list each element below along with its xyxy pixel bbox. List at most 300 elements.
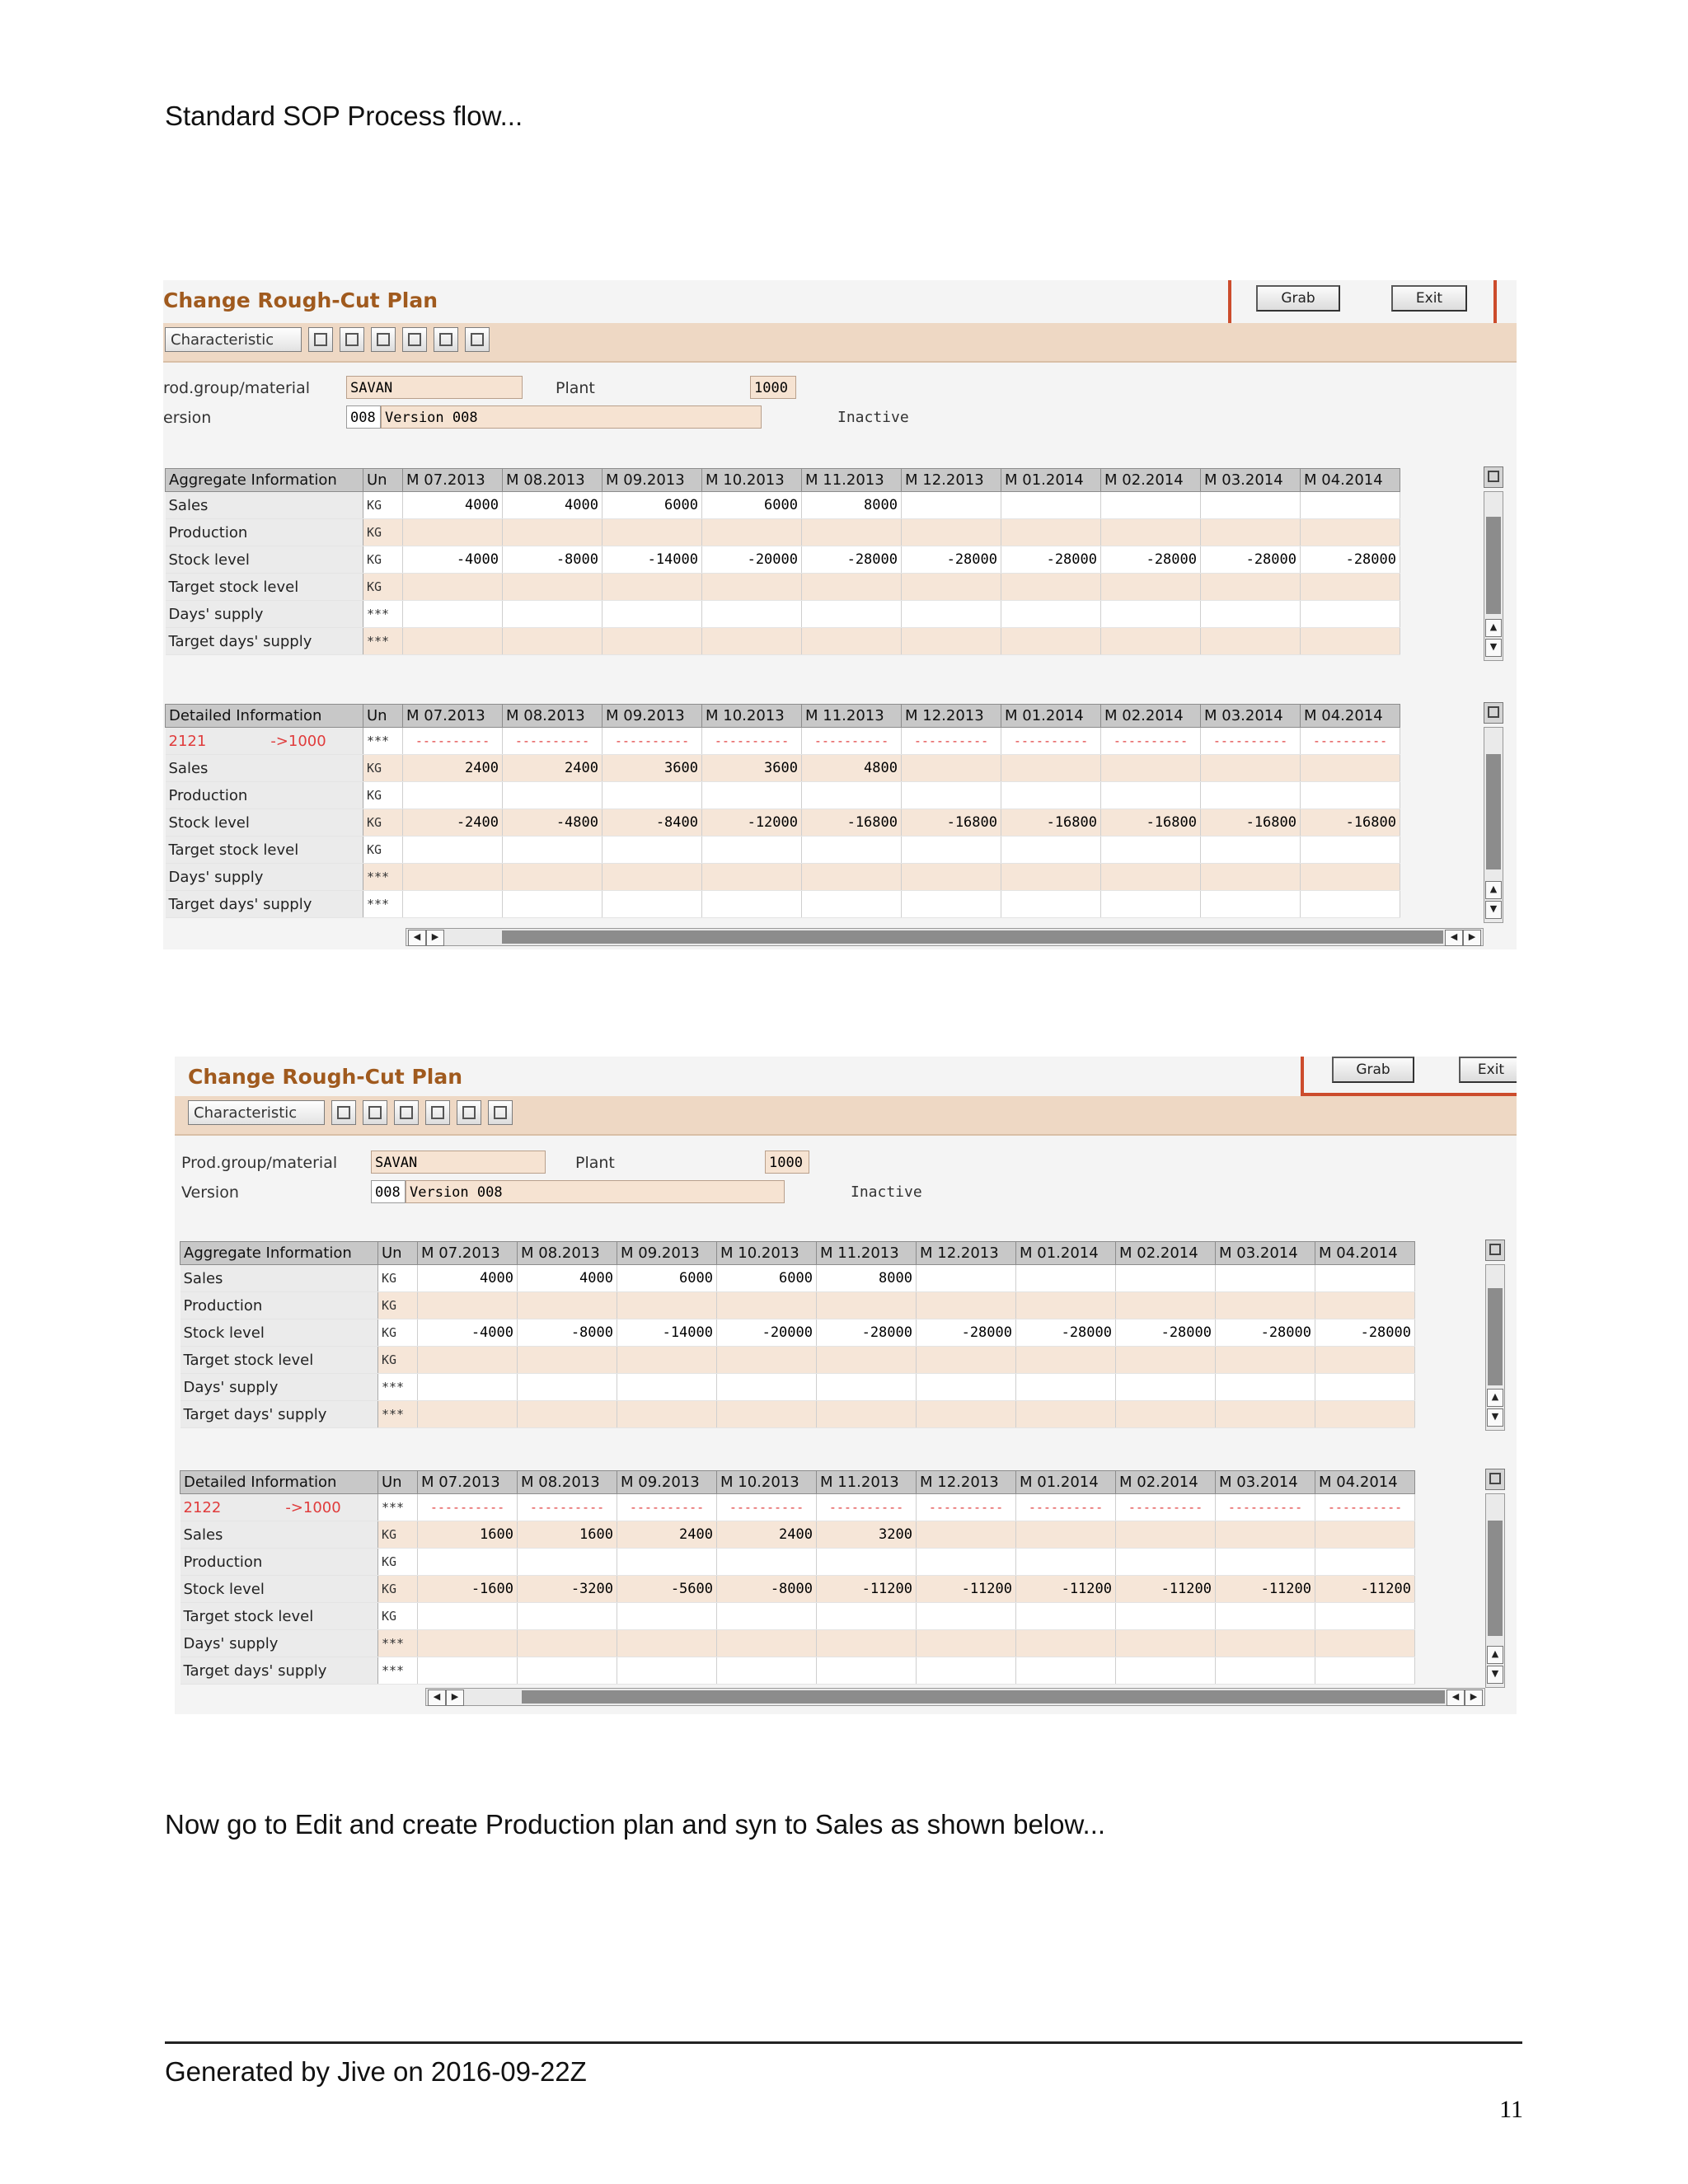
value-cell[interactable]: -11200 xyxy=(917,1576,1016,1603)
value-cell[interactable] xyxy=(802,601,902,628)
month-column-header[interactable]: M 08.2013 xyxy=(518,1471,617,1494)
grab-button[interactable]: Grab xyxy=(1256,285,1340,312)
value-cell[interactable] xyxy=(617,1549,717,1576)
month-column-header[interactable]: M 04.2014 xyxy=(1301,705,1400,728)
value-cell[interactable] xyxy=(403,574,503,601)
value-cell[interactable]: 6000 xyxy=(717,1265,817,1292)
value-cell[interactable] xyxy=(1116,1657,1216,1685)
value-cell[interactable] xyxy=(717,1657,817,1685)
value-cell[interactable] xyxy=(917,1374,1016,1401)
month-column-header[interactable]: M 01.2014 xyxy=(1016,1471,1116,1494)
month-column-header[interactable]: M 04.2014 xyxy=(1315,1471,1415,1494)
value-cell[interactable] xyxy=(1101,864,1201,891)
value-cell[interactable] xyxy=(1315,1657,1415,1685)
month-column-header[interactable]: M 03.2014 xyxy=(1201,705,1301,728)
scroll-right-icon[interactable]: ▶ xyxy=(1463,930,1481,946)
value-cell[interactable] xyxy=(603,519,702,546)
month-column-header[interactable]: M 10.2013 xyxy=(702,705,802,728)
value-cell[interactable] xyxy=(518,1292,617,1319)
value-cell[interactable] xyxy=(1201,492,1301,519)
material-plant-label[interactable] xyxy=(166,728,363,755)
value-cell[interactable] xyxy=(403,628,503,655)
value-cell[interactable]: 2400 xyxy=(717,1521,817,1549)
value-cell[interactable] xyxy=(802,864,902,891)
value-cell[interactable] xyxy=(717,1292,817,1319)
value-cell[interactable] xyxy=(418,1292,518,1319)
value-cell[interactable] xyxy=(1016,1521,1116,1549)
value-cell[interactable] xyxy=(603,864,702,891)
value-cell[interactable]: -14000 xyxy=(603,546,702,574)
characteristic-button[interactable]: Characteristic xyxy=(165,327,302,352)
value-cell[interactable] xyxy=(518,1401,617,1428)
value-cell[interactable] xyxy=(403,519,503,546)
value-cell[interactable] xyxy=(1116,1265,1216,1292)
value-cell[interactable] xyxy=(702,628,802,655)
value-cell[interactable] xyxy=(802,837,902,864)
value-cell[interactable] xyxy=(1301,864,1400,891)
value-cell[interactable] xyxy=(717,1603,817,1630)
value-cell[interactable]: 1600 xyxy=(418,1521,518,1549)
value-cell[interactable] xyxy=(1216,1265,1315,1292)
value-cell[interactable] xyxy=(1315,1265,1415,1292)
value-cell[interactable] xyxy=(1315,1630,1415,1657)
exit-button[interactable]: Exit xyxy=(1459,1057,1517,1083)
value-cell[interactable] xyxy=(1315,1603,1415,1630)
hierarchy-icon[interactable] xyxy=(394,1100,419,1125)
month-column-header[interactable]: M 01.2014 xyxy=(1016,1242,1116,1265)
scroll-up-icon[interactable]: ▲ xyxy=(1485,619,1502,637)
value-cell[interactable] xyxy=(1101,755,1201,782)
value-cell[interactable] xyxy=(702,864,802,891)
value-cell[interactable] xyxy=(1001,891,1101,918)
value-cell[interactable] xyxy=(717,1347,817,1374)
value-cell[interactable]: -16800 xyxy=(1101,809,1201,837)
version-code-field[interactable]: 008 xyxy=(371,1180,406,1203)
value-cell[interactable] xyxy=(702,891,802,918)
value-cell[interactable]: 4000 xyxy=(403,492,503,519)
value-cell[interactable]: -8000 xyxy=(518,1319,617,1347)
value-cell[interactable] xyxy=(503,519,603,546)
value-cell[interactable] xyxy=(617,1401,717,1428)
value-cell[interactable]: -8400 xyxy=(603,809,702,837)
value-cell[interactable]: 8000 xyxy=(817,1265,917,1292)
value-cell[interactable] xyxy=(1116,1292,1216,1319)
value-cell[interactable] xyxy=(1216,1603,1315,1630)
value-cell[interactable]: -14000 xyxy=(617,1319,717,1347)
value-cell[interactable]: -28000 xyxy=(1216,1319,1315,1347)
value-cell[interactable] xyxy=(1016,1374,1116,1401)
value-cell[interactable]: -28000 xyxy=(1301,546,1400,574)
value-cell[interactable] xyxy=(902,601,1001,628)
value-cell[interactable] xyxy=(702,782,802,809)
value-cell[interactable] xyxy=(1301,574,1400,601)
value-cell[interactable] xyxy=(802,891,902,918)
value-cell[interactable]: -3200 xyxy=(518,1576,617,1603)
month-column-header[interactable]: M 03.2014 xyxy=(1216,1471,1315,1494)
value-cell[interactable] xyxy=(403,782,503,809)
month-column-header[interactable]: M 10.2013 xyxy=(717,1242,817,1265)
value-cell[interactable] xyxy=(418,1657,518,1685)
month-column-header[interactable]: M 01.2014 xyxy=(1001,469,1101,492)
horizontal-scrollbar[interactable] xyxy=(425,1688,1485,1706)
value-cell[interactable] xyxy=(1201,891,1301,918)
value-cell[interactable] xyxy=(1116,1630,1216,1657)
hierarchy-icon[interactable] xyxy=(371,327,396,352)
value-cell[interactable] xyxy=(717,1401,817,1428)
layout-icon[interactable] xyxy=(308,327,333,352)
value-cell[interactable] xyxy=(902,574,1001,601)
value-cell[interactable]: -16800 xyxy=(1301,809,1400,837)
month-column-header[interactable]: M 02.2014 xyxy=(1116,1471,1216,1494)
month-column-header[interactable]: M 09.2013 xyxy=(603,469,702,492)
value-cell[interactable] xyxy=(418,1347,518,1374)
value-cell[interactable] xyxy=(1201,601,1301,628)
value-cell[interactable] xyxy=(1301,601,1400,628)
table-settings-icon[interactable] xyxy=(1485,1240,1505,1261)
value-cell[interactable] xyxy=(1016,1292,1116,1319)
value-cell[interactable] xyxy=(1216,1657,1315,1685)
value-cell[interactable] xyxy=(503,628,603,655)
value-cell[interactable]: 1600 xyxy=(518,1521,617,1549)
value-cell[interactable]: -16800 xyxy=(902,809,1001,837)
value-cell[interactable] xyxy=(603,891,702,918)
value-cell[interactable]: 2400 xyxy=(403,755,503,782)
value-cell[interactable]: -28000 xyxy=(1201,546,1301,574)
month-column-header[interactable]: M 11.2013 xyxy=(802,705,902,728)
value-cell[interactable] xyxy=(702,601,802,628)
value-cell[interactable] xyxy=(1116,1401,1216,1428)
value-cell[interactable]: -16800 xyxy=(1201,809,1301,837)
scroll-up-icon[interactable]: ▲ xyxy=(1485,881,1502,899)
value-cell[interactable] xyxy=(917,1603,1016,1630)
value-cell[interactable] xyxy=(503,837,603,864)
value-cell[interactable] xyxy=(817,1657,917,1685)
month-column-header[interactable]: M 03.2014 xyxy=(1201,469,1301,492)
value-cell[interactable]: -28000 xyxy=(1016,1319,1116,1347)
value-cell[interactable] xyxy=(503,574,603,601)
value-cell[interactable] xyxy=(917,1265,1016,1292)
value-cell[interactable]: -28000 xyxy=(802,546,902,574)
value-cell[interactable]: 4000 xyxy=(418,1265,518,1292)
export-icon[interactable] xyxy=(465,327,490,352)
value-cell[interactable] xyxy=(1201,782,1301,809)
value-cell[interactable]: -12000 xyxy=(702,809,802,837)
month-column-header[interactable]: M 10.2013 xyxy=(702,469,802,492)
month-column-header[interactable]: M 08.2013 xyxy=(518,1242,617,1265)
scroll-left-icon[interactable]: ◀ xyxy=(408,930,426,946)
scroll-right-icon[interactable]: ▶ xyxy=(446,1690,464,1706)
value-cell[interactable] xyxy=(418,1401,518,1428)
month-column-header[interactable]: M 09.2013 xyxy=(603,705,702,728)
horizontal-scrollbar[interactable] xyxy=(406,928,1484,946)
value-cell[interactable] xyxy=(1216,1292,1315,1319)
month-column-header[interactable]: M 07.2013 xyxy=(418,1242,518,1265)
month-column-header[interactable]: M 07.2013 xyxy=(403,469,503,492)
value-cell[interactable]: -8000 xyxy=(717,1576,817,1603)
value-cell[interactable] xyxy=(1116,1603,1216,1630)
value-cell[interactable]: 4000 xyxy=(503,492,603,519)
value-cell[interactable] xyxy=(817,1549,917,1576)
value-cell[interactable] xyxy=(1001,628,1101,655)
characteristic-button[interactable]: Characteristic xyxy=(188,1100,325,1125)
scroll-down-icon[interactable]: ▼ xyxy=(1487,1666,1503,1684)
filter-icon[interactable] xyxy=(340,327,364,352)
prodgroup-field[interactable]: SAVAN xyxy=(346,376,523,399)
value-cell[interactable] xyxy=(1001,519,1101,546)
value-cell[interactable] xyxy=(1101,782,1201,809)
value-cell[interactable] xyxy=(1201,519,1301,546)
value-cell[interactable] xyxy=(802,519,902,546)
value-cell[interactable]: -8000 xyxy=(503,546,603,574)
filter-icon[interactable] xyxy=(363,1100,387,1125)
value-cell[interactable] xyxy=(1216,1347,1315,1374)
value-cell[interactable] xyxy=(1315,1292,1415,1319)
value-cell[interactable] xyxy=(1301,891,1400,918)
value-cell[interactable] xyxy=(1016,1401,1116,1428)
month-column-header[interactable]: M 12.2013 xyxy=(902,705,1001,728)
month-column-header[interactable]: M 02.2014 xyxy=(1101,705,1201,728)
value-cell[interactable] xyxy=(518,1603,617,1630)
value-cell[interactable] xyxy=(1201,755,1301,782)
scroll-right-icon[interactable]: ▶ xyxy=(426,930,444,946)
value-cell[interactable] xyxy=(817,1401,917,1428)
plant-field[interactable]: 1000 xyxy=(750,376,796,399)
value-cell[interactable]: 4800 xyxy=(802,755,902,782)
value-cell[interactable]: -16800 xyxy=(1001,809,1101,837)
value-cell[interactable]: -11200 xyxy=(1315,1576,1415,1603)
value-cell[interactable] xyxy=(902,492,1001,519)
value-cell[interactable] xyxy=(1216,1401,1315,1428)
value-cell[interactable] xyxy=(603,628,702,655)
scroll-left-icon[interactable]: ◀ xyxy=(1447,1690,1465,1706)
value-cell[interactable] xyxy=(1301,492,1400,519)
month-column-header[interactable]: M 12.2013 xyxy=(917,1471,1016,1494)
value-cell[interactable] xyxy=(902,755,1001,782)
scroll-left-icon[interactable]: ◀ xyxy=(428,1690,446,1706)
value-cell[interactable] xyxy=(503,864,603,891)
month-column-header[interactable]: M 08.2013 xyxy=(503,469,603,492)
value-cell[interactable] xyxy=(902,891,1001,918)
value-cell[interactable] xyxy=(1016,1630,1116,1657)
value-cell[interactable] xyxy=(1315,1374,1415,1401)
month-column-header[interactable]: M 04.2014 xyxy=(1315,1242,1415,1265)
scroll-right-icon[interactable]: ▶ xyxy=(1465,1690,1483,1706)
value-cell[interactable]: -11200 xyxy=(817,1576,917,1603)
value-cell[interactable] xyxy=(418,1374,518,1401)
value-cell[interactable] xyxy=(1101,601,1201,628)
value-cell[interactable] xyxy=(503,782,603,809)
value-cell[interactable]: -20000 xyxy=(702,546,802,574)
value-cell[interactable] xyxy=(902,864,1001,891)
value-cell[interactable]: -28000 xyxy=(817,1319,917,1347)
value-cell[interactable] xyxy=(1001,837,1101,864)
detailed-vertical-scrollbar[interactable] xyxy=(1485,1493,1505,1688)
value-cell[interactable] xyxy=(802,628,902,655)
value-cell[interactable] xyxy=(917,1292,1016,1319)
value-cell[interactable]: -11200 xyxy=(1016,1576,1116,1603)
value-cell[interactable] xyxy=(1301,837,1400,864)
value-cell[interactable] xyxy=(917,1657,1016,1685)
value-cell[interactable] xyxy=(817,1347,917,1374)
value-cell[interactable]: 2400 xyxy=(503,755,603,782)
value-cell[interactable] xyxy=(1001,782,1101,809)
month-column-header[interactable]: M 12.2013 xyxy=(902,469,1001,492)
value-cell[interactable] xyxy=(617,1292,717,1319)
month-column-header[interactable]: M 02.2014 xyxy=(1101,469,1201,492)
value-cell[interactable] xyxy=(518,1374,617,1401)
detailed-vertical-scrollbar[interactable] xyxy=(1484,727,1503,923)
value-cell[interactable] xyxy=(403,601,503,628)
value-cell[interactable] xyxy=(1301,755,1400,782)
value-cell[interactable] xyxy=(702,837,802,864)
value-cell[interactable] xyxy=(418,1549,518,1576)
value-cell[interactable]: -28000 xyxy=(1101,546,1201,574)
value-cell[interactable] xyxy=(1116,1347,1216,1374)
value-cell[interactable] xyxy=(917,1521,1016,1549)
value-cell[interactable]: -28000 xyxy=(1116,1319,1216,1347)
value-cell[interactable] xyxy=(1315,1549,1415,1576)
value-cell[interactable] xyxy=(418,1630,518,1657)
scroll-up-icon[interactable]: ▲ xyxy=(1487,1646,1503,1664)
value-cell[interactable] xyxy=(1216,1521,1315,1549)
month-column-header[interactable]: M 03.2014 xyxy=(1216,1242,1315,1265)
value-cell[interactable] xyxy=(1101,837,1201,864)
value-cell[interactable] xyxy=(1001,574,1101,601)
value-cell[interactable]: -2400 xyxy=(403,809,503,837)
value-cell[interactable] xyxy=(1216,1630,1315,1657)
value-cell[interactable] xyxy=(817,1603,917,1630)
value-cell[interactable] xyxy=(1016,1265,1116,1292)
structure-icon[interactable] xyxy=(402,327,427,352)
aggregate-vertical-scrollbar[interactable] xyxy=(1484,491,1503,661)
exit-button[interactable]: Exit xyxy=(1391,285,1467,312)
value-cell[interactable] xyxy=(1001,601,1101,628)
value-cell[interactable]: -4000 xyxy=(418,1319,518,1347)
value-cell[interactable]: 3200 xyxy=(817,1521,917,1549)
value-cell[interactable] xyxy=(403,837,503,864)
value-cell[interactable]: -20000 xyxy=(717,1319,817,1347)
table-settings-icon[interactable] xyxy=(1484,466,1503,488)
structure-icon[interactable] xyxy=(425,1100,450,1125)
value-cell[interactable] xyxy=(902,519,1001,546)
value-cell[interactable] xyxy=(802,782,902,809)
detail-settings-icon[interactable] xyxy=(1485,1469,1505,1490)
value-cell[interactable] xyxy=(917,1347,1016,1374)
value-cell[interactable]: -28000 xyxy=(1001,546,1101,574)
month-column-header[interactable]: M 02.2014 xyxy=(1116,1242,1216,1265)
value-cell[interactable]: -16800 xyxy=(802,809,902,837)
month-column-header[interactable]: M 07.2013 xyxy=(403,705,503,728)
value-cell[interactable]: 3600 xyxy=(603,755,702,782)
value-cell[interactable]: 4000 xyxy=(518,1265,617,1292)
value-cell[interactable] xyxy=(702,574,802,601)
month-column-header[interactable]: M 09.2013 xyxy=(617,1471,717,1494)
import-icon[interactable] xyxy=(457,1100,481,1125)
value-cell[interactable] xyxy=(1001,864,1101,891)
grab-button[interactable]: Grab xyxy=(1332,1057,1414,1083)
month-column-header[interactable]: M 09.2013 xyxy=(617,1242,717,1265)
value-cell[interactable] xyxy=(1016,1657,1116,1685)
value-cell[interactable]: -28000 xyxy=(902,546,1001,574)
value-cell[interactable]: -28000 xyxy=(917,1319,1016,1347)
material-plant-label[interactable] xyxy=(181,1494,378,1521)
value-cell[interactable] xyxy=(717,1630,817,1657)
value-cell[interactable] xyxy=(518,1630,617,1657)
value-cell[interactable] xyxy=(617,1374,717,1401)
value-cell[interactable] xyxy=(1315,1347,1415,1374)
value-cell[interactable] xyxy=(1101,492,1201,519)
value-cell[interactable] xyxy=(403,864,503,891)
value-cell[interactable]: -5600 xyxy=(617,1576,717,1603)
value-cell[interactable]: 6000 xyxy=(617,1265,717,1292)
month-column-header[interactable]: M 01.2014 xyxy=(1001,705,1101,728)
aggregate-vertical-scrollbar[interactable] xyxy=(1485,1264,1505,1431)
month-column-header[interactable]: M 11.2013 xyxy=(817,1471,917,1494)
value-cell[interactable] xyxy=(503,601,603,628)
value-cell[interactable] xyxy=(1001,492,1101,519)
value-cell[interactable]: 2400 xyxy=(617,1521,717,1549)
month-column-header[interactable]: M 04.2014 xyxy=(1301,469,1400,492)
value-cell[interactable] xyxy=(603,782,702,809)
value-cell[interactable] xyxy=(902,782,1001,809)
value-cell[interactable] xyxy=(518,1347,617,1374)
value-cell[interactable] xyxy=(1101,891,1201,918)
value-cell[interactable] xyxy=(603,601,702,628)
value-cell[interactable] xyxy=(603,574,702,601)
value-cell[interactable] xyxy=(617,1657,717,1685)
value-cell[interactable] xyxy=(403,891,503,918)
import-icon[interactable] xyxy=(434,327,458,352)
value-cell[interactable] xyxy=(1101,519,1201,546)
value-cell[interactable] xyxy=(917,1401,1016,1428)
value-cell[interactable] xyxy=(817,1630,917,1657)
value-cell[interactable] xyxy=(1216,1374,1315,1401)
scroll-left-icon[interactable]: ◀ xyxy=(1445,930,1463,946)
value-cell[interactable] xyxy=(1016,1603,1116,1630)
value-cell[interactable] xyxy=(1101,628,1201,655)
scroll-down-icon[interactable]: ▼ xyxy=(1485,901,1502,919)
export-icon[interactable] xyxy=(488,1100,513,1125)
value-cell[interactable] xyxy=(717,1549,817,1576)
month-column-header[interactable]: M 12.2013 xyxy=(917,1242,1016,1265)
scroll-down-icon[interactable]: ▼ xyxy=(1487,1408,1503,1427)
value-cell[interactable]: 8000 xyxy=(802,492,902,519)
value-cell[interactable] xyxy=(617,1347,717,1374)
value-cell[interactable] xyxy=(503,891,603,918)
value-cell[interactable] xyxy=(418,1603,518,1630)
value-cell[interactable]: -1600 xyxy=(418,1576,518,1603)
scroll-down-icon[interactable]: ▼ xyxy=(1485,639,1502,657)
value-cell[interactable] xyxy=(603,837,702,864)
plant-field[interactable]: 1000 xyxy=(765,1151,809,1174)
value-cell[interactable] xyxy=(1201,628,1301,655)
value-cell[interactable]: -11200 xyxy=(1216,1576,1315,1603)
detail-settings-icon[interactable] xyxy=(1484,702,1503,724)
value-cell[interactable] xyxy=(902,628,1001,655)
value-cell[interactable]: -11200 xyxy=(1116,1576,1216,1603)
value-cell[interactable] xyxy=(1001,755,1101,782)
month-column-header[interactable]: M 11.2013 xyxy=(817,1242,917,1265)
value-cell[interactable] xyxy=(902,837,1001,864)
value-cell[interactable] xyxy=(802,574,902,601)
value-cell[interactable] xyxy=(917,1549,1016,1576)
value-cell[interactable]: 6000 xyxy=(603,492,702,519)
value-cell[interactable] xyxy=(717,1374,817,1401)
value-cell[interactable] xyxy=(1216,1549,1315,1576)
value-cell[interactable]: -4000 xyxy=(403,546,503,574)
value-cell[interactable] xyxy=(1201,837,1301,864)
value-cell[interactable] xyxy=(1301,782,1400,809)
